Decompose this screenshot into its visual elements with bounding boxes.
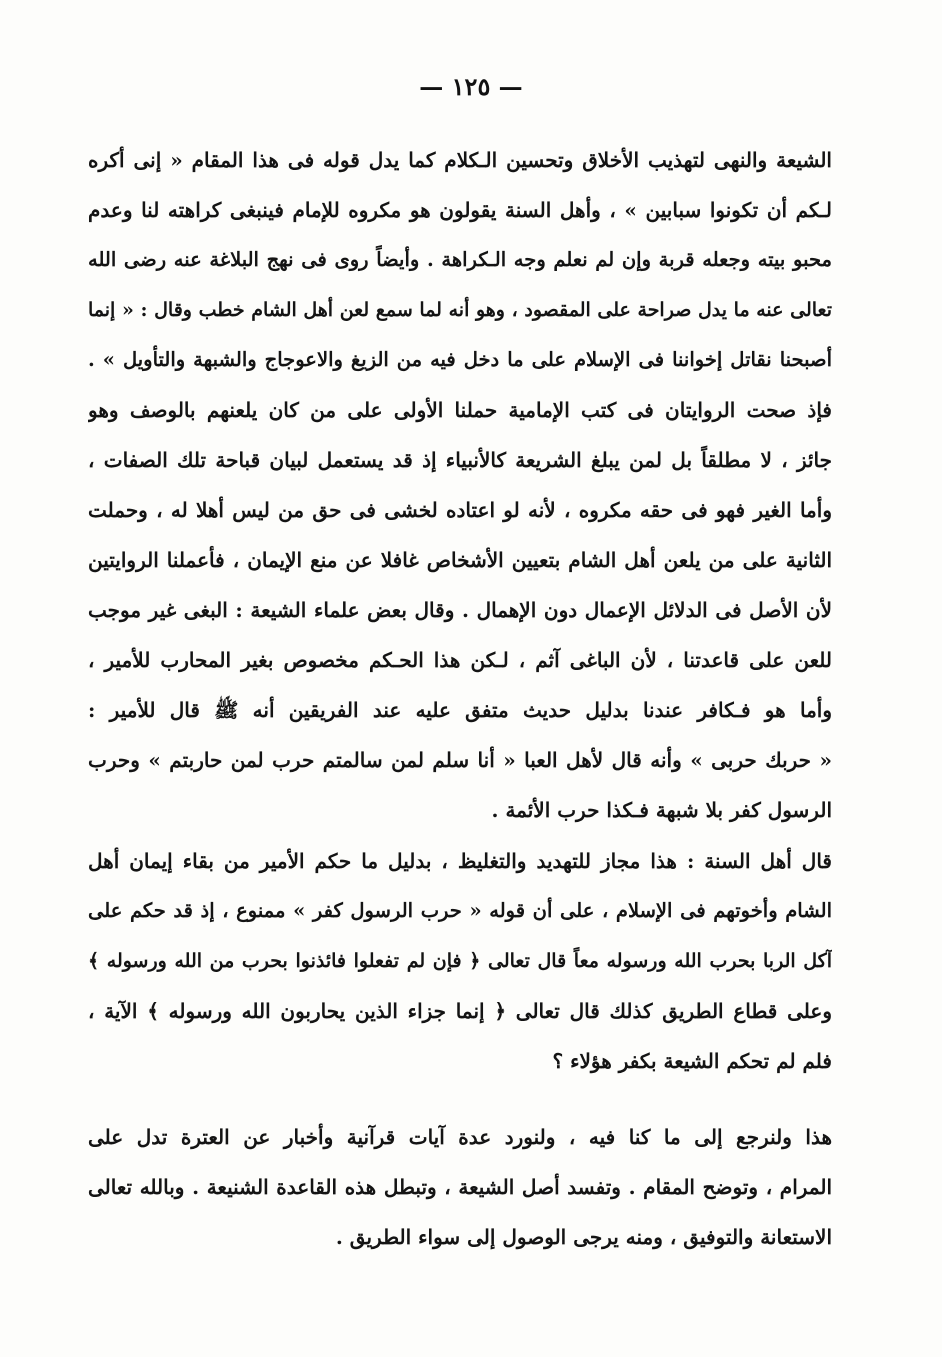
text-line: « حربك حربى » وأنه قال لأهل العبا « أنا سلم لمن سالمتم حرب لمن حاربتم » وحرب xyxy=(88,748,832,772)
text-line: للعن على قاعدتنا ، لأن الباغى آثم ، لـكن هذا الحـكم مخصوص بغير المحارب للأمير ، xyxy=(88,648,832,672)
text-line: وعلى قطاع الطريق كذلك قال تعالى ﴿ إنما جزاء الذين يحاربون الله ورسوله ﴾ الآية ، xyxy=(88,999,832,1023)
paragraph-1 xyxy=(88,135,832,835)
text-line: فإذ صحت الروايتان فى كتب الإمامية حملنا الأولى على من كان يلعنهم بالوصف وهو xyxy=(88,398,832,422)
text-line: وأما الغير فهو فى حقه مكروه ، لأنه لو اعتاده لخشى فى حق من ليس أهلا له ، وحملت xyxy=(88,498,832,522)
text-line: لأن الأصل فى الدلائل الإعمال دون الإهمال . وقال بعض علماء الشيعة : البغى غير موجب xyxy=(88,598,832,622)
text-line: محبو بيته وجعله قربة وإن لم نعلم وجه الـكراهة . وأيضاً روى فى نهج البلاغة عنه رضى الله xyxy=(88,248,832,271)
paragraph-3 xyxy=(88,1112,832,1262)
text-line: الشام وأخوتهم فى الإسلام ، على أن قوله « حرب الرسول كفر » ممنوع ، إذ قد حكم على xyxy=(88,899,832,922)
text-line: المرام ، وتوضح المقام . وتفسد أصل الشيعة ، وتبطل هذه القاعدة الشنيعة . وبالله تعالى xyxy=(88,1175,832,1199)
text-line: جائز ، لا مطلقاً بل لمن يبلغ الشريعة كالأنبياء إذ قد يستعمل لبيان قباحة تلك الصفات ، xyxy=(88,448,832,472)
text-line: فلم لم تحكم الشيعة بكفر هؤلاء ؟ xyxy=(552,1049,832,1073)
text-line: وأما هو فـكافر عندنا بدليل حديث متفق عليه عند الفريقين أنه ﷺ قال للأمير : xyxy=(88,698,832,722)
text-line: أصبحنا نقاتل إخواننا فى الإسلام على ما دخل فيه من الزيغ والاعوجاج والشبهة والتأويل » . xyxy=(88,348,832,371)
paragraph-2 xyxy=(88,836,832,1086)
text-line: الرسول كفر بلا شبهة فـكذا حرب الأئمة . xyxy=(491,798,832,822)
text-line: لـكم أن تكونوا سبابين » ، وأهل السنة يقولون هو مكروه للإمام فينبغى كراهته لنا وعدم xyxy=(88,198,832,222)
text-line: الثانية على من يلعن أهل الشام بتعيين الأشخاص غافلا عن منع الإيمان ، فأعملنا الروايتين xyxy=(88,548,832,572)
text-line: الشيعة والنهى لتهذيب الأخلاق وتحسين الـكلام كما يدل قوله فى هذا المقام « إنى أكره xyxy=(88,148,832,172)
text-line: قال أهل السنة : هذا مجاز للتهديد والتغليظ ، بدليل ما حكم الأمير من بقاء إيمان أهل xyxy=(88,849,832,873)
text-line: هذا ولنرجع إلى ما كنا فيه ، ولنورد عدة آيات قرآنية وأخبار عن العترة تدل على xyxy=(88,1125,832,1149)
page-number: — ١٢٥ — xyxy=(419,72,523,101)
text-line: الاستعانة والتوفيق ، ومنه يرجى الوصول إلى سواء الطريق . xyxy=(335,1225,832,1249)
text-line: آكل الربا بحرب الله ورسوله معاً قال تعالى ﴿ فإن لم تفعلوا فائذنوا بحرب من الله ورسوله ﴾ xyxy=(88,950,832,972)
text-line: تعالى عنه ما يدل صراحة على المقصود ، وهو أنه لما سمع لعن أهل الشام خطب وقال : « إنما xyxy=(88,299,832,321)
